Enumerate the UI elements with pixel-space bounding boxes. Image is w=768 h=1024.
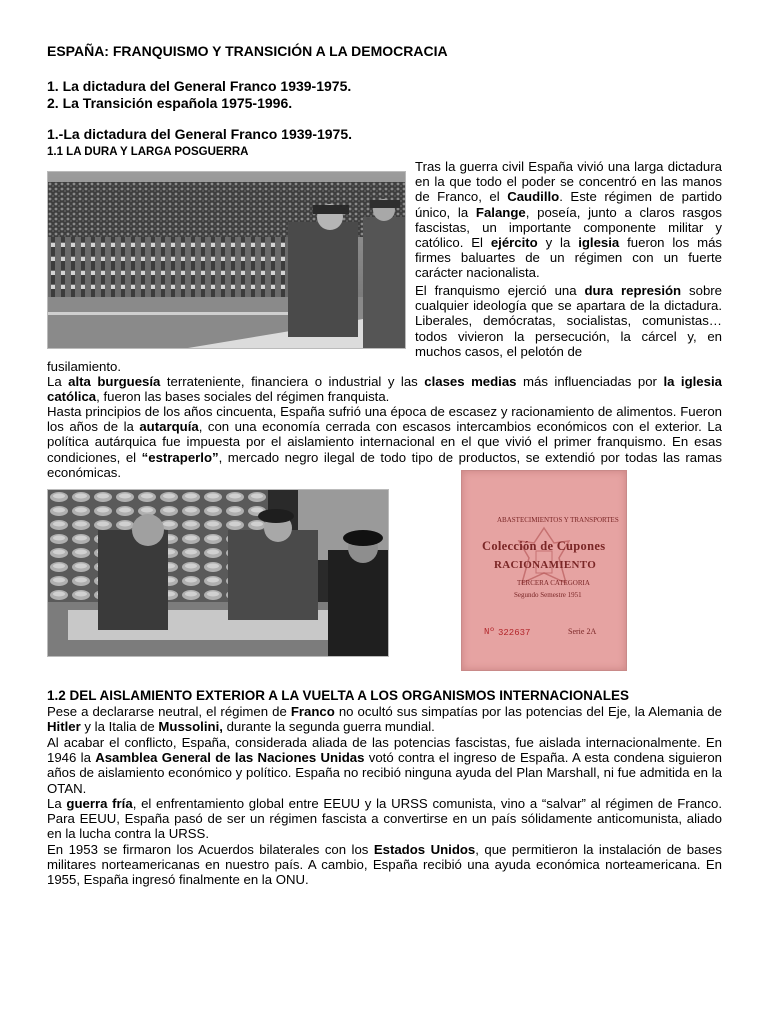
franco-parade-photo bbox=[47, 171, 406, 349]
bread-market-photo bbox=[47, 489, 389, 657]
bold-term: ejército bbox=[490, 235, 538, 251]
bold-term: guerra fría bbox=[66, 796, 133, 811]
ration-card bbox=[461, 470, 627, 671]
us-agreements-paragraph: En 1953 se firmaron los Acuerdos bilaterales con los Estados Unidos, que permitieron la instalación de bases militares norteamericanas en nuestro país. A cambio, España recibió una ayuda económica norteamericana. En 1955, España ingresó finalmente en la ONU. bbox=[47, 842, 722, 888]
ration-card-ministry: ABASTECIMIENTOS Y TRANSPORTES bbox=[497, 516, 619, 524]
intro-paragraph: Tras la guerra civil España vivió una larga dictadura en la que todo el poder se concentró en las manos de Franco, el Caudillo. Este régimen de partido único, la Falange, poseía, junto a claros rasgos fascistas, un importante componente militar y católico. El ejército y la iglesia fueron los más firmes baluartes de un régimen con un fuerte carácter nacionalista. bbox=[415, 159, 722, 281]
ration-card-racionamiento: RACIONAMIENTO bbox=[494, 559, 597, 571]
section-1-heading: 1.-La dictadura del General Franco 1939-1975. bbox=[47, 126, 353, 142]
ration-card-title: Colección de Cupones bbox=[482, 539, 606, 553]
toc-item-1: 1. La dictadura del General Franco 1939-1975. bbox=[47, 78, 352, 94]
bold-term: dura represión bbox=[584, 283, 682, 298]
bold-term: “estraperlo” bbox=[141, 449, 219, 465]
neutrality-paragraph: Pese a declararse neutral, el régimen de Franco no ocultó sus simpatías por las potencias del Eje, la Alemania de Hitler y la Italia de Mussolini, durante la segunda guerra mundial. bbox=[47, 704, 722, 735]
ration-card-semester: Segundo Semestre 1951 bbox=[514, 591, 582, 599]
bold-term: la iglesia católica bbox=[47, 374, 722, 405]
bold-term: Franco bbox=[290, 704, 335, 719]
cold-war-paragraph: La guerra fría, el enfrentamiento global entre EEUU y la URSS comunista, vino a “salvar” al régimen de Franco. Para EEUU, España pasó de ser un régimen fascista a convertirse en un país sólidamente anticomunista, aliado en la lucha contra la URSS. bbox=[47, 796, 723, 842]
autarky-paragraph: Hasta principios de los años cincuenta, España sufrió una época de escasez y racionamiento de alimentos. Fueron los años de la autarquía, con una economía cerrada con escasos intercambios económicos con el exterior. La política autárquica fue impuesta por el aislamiento internacional en el que vivió el primer franquismo. En esas condiciones, el “estraperlo”, mercado negro ilegal de todo tipo de productos, se extendió por todas las ramas económicas. bbox=[47, 404, 722, 480]
repression-paragraph-end: fusilamiento. bbox=[47, 359, 122, 374]
bold-term: Estados Unidos bbox=[373, 842, 476, 857]
bold-term: iglesia bbox=[578, 235, 620, 251]
bold-term: Hitler bbox=[47, 719, 81, 735]
ration-card-category: TERCERA CATEGORIA bbox=[517, 579, 590, 587]
bread-market-image bbox=[48, 490, 388, 656]
ration-card-number-label: Nº bbox=[484, 627, 495, 637]
franco-parade-image bbox=[48, 172, 405, 348]
bold-term: Caudillo bbox=[507, 189, 560, 205]
bold-term: Asamblea General de las Naciones Unidas bbox=[95, 750, 365, 766]
ration-card-series: Serie 2A bbox=[568, 627, 597, 636]
bold-term: autarquía bbox=[139, 419, 199, 435]
bold-term: Falange bbox=[475, 204, 526, 220]
subsection-1-2-heading: 1.2 DEL AISLAMIENTO EXTERIOR A LA VUELTA A LOS ORGANISMOS INTERNACIONALES bbox=[47, 688, 630, 703]
repression-paragraph: El franquismo ejerció una dura represión sobre cualquier ideología que se apartara de la dictadura. Liberales, demócratas, socialistas, comunistas… todos vivieron la persecución, la cárcel y, en muchos casos, el pelotón de bbox=[415, 283, 723, 359]
bold-term: alta burguesía bbox=[68, 374, 161, 389]
document-title: ESPAÑA: FRANQUISMO Y TRANSICIÓN A LA DEMOCRACIA bbox=[47, 43, 448, 59]
bold-term: clases medias bbox=[424, 374, 517, 389]
subsection-1-1-heading: 1.1 LA DURA Y LARGA POSGUERRA bbox=[47, 146, 249, 158]
toc-item-2: 2. La Transición española 1975-1996. bbox=[47, 95, 293, 111]
un-isolation-paragraph: Al acabar el conflicto, España, considerada aliada de las potencias fascistas, fue aislada internacionalmente. En 1946 la Asamblea General de las Naciones Unidas votó contra el ingreso de España. A esta condena siguieron años de aislamiento económico y político. España no recibió ninguna ayuda del Plan Marshall, ni fue admitida en la OTAN. bbox=[47, 735, 722, 796]
ration-card-number: 322637 bbox=[498, 628, 531, 638]
social-bases-paragraph: La alta burguesía terrateniente, financiera o industrial y las clases medias más influenciadas por la iglesia católica, fueron las bases sociales del régimen franquista. bbox=[47, 374, 722, 405]
bold-term: Mussolini, bbox=[158, 719, 223, 735]
